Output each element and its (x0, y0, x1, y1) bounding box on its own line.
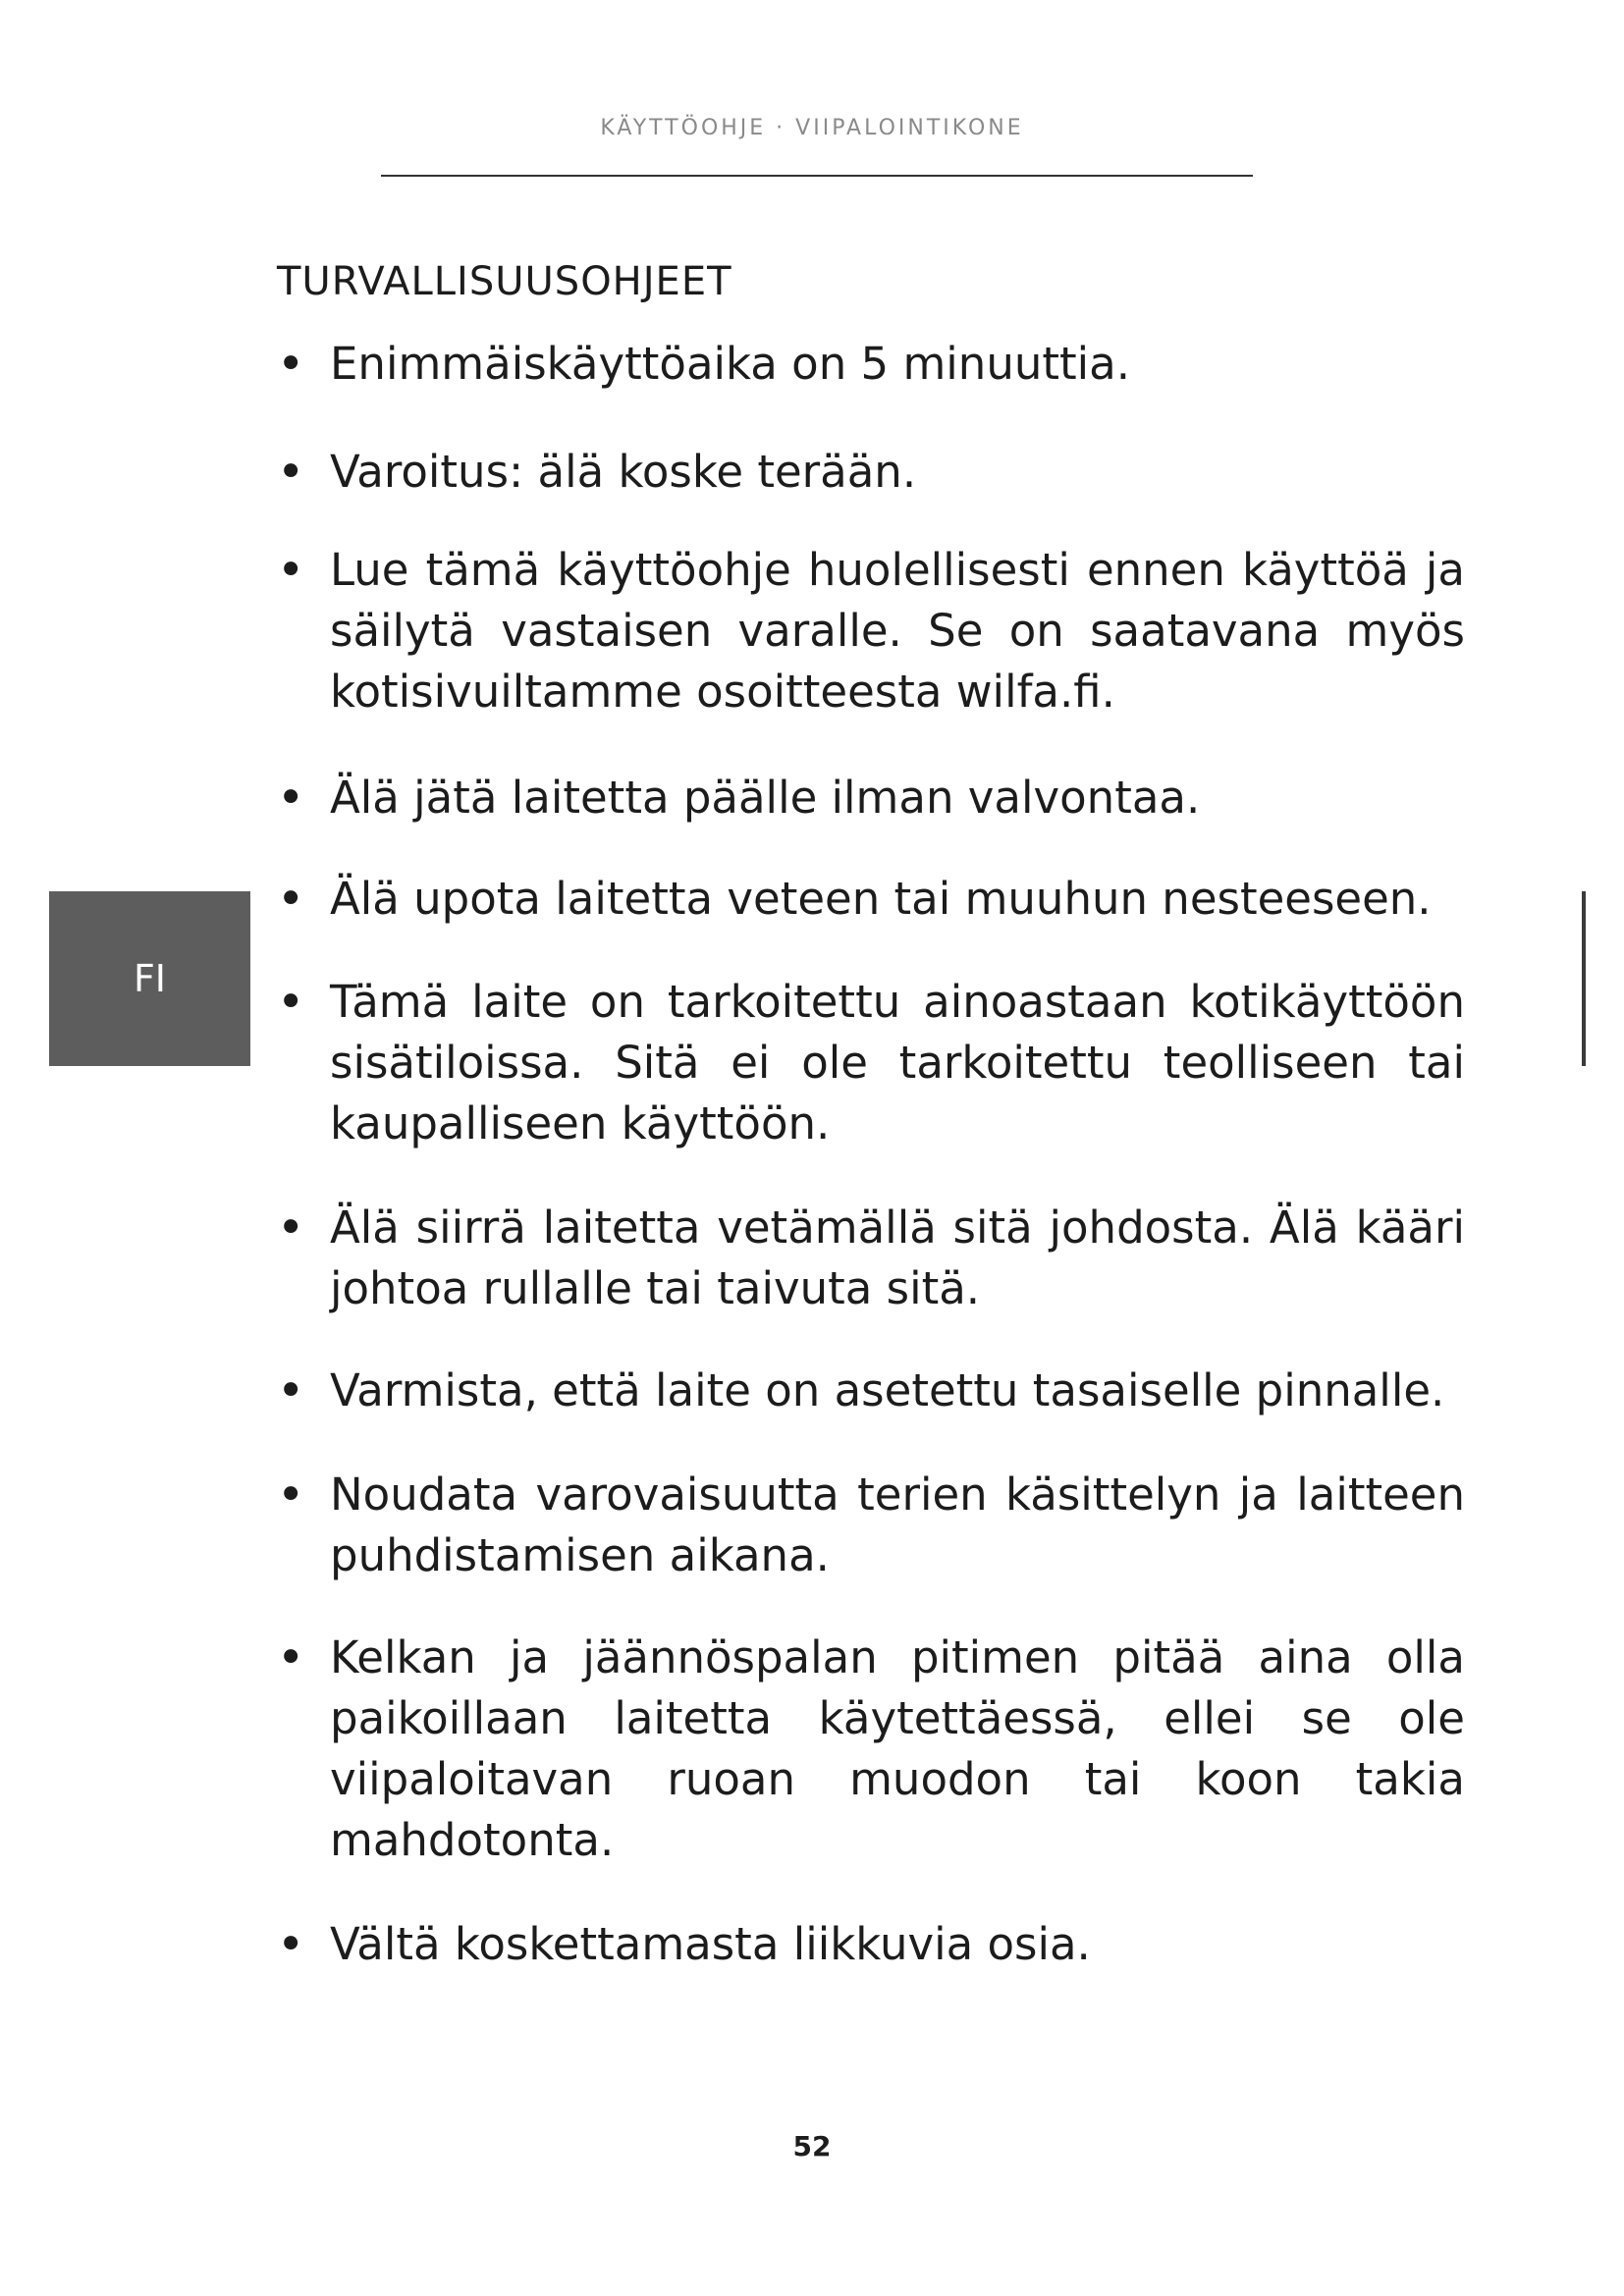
list-item-text: Varoitus: älä koske terään. (330, 446, 917, 498)
list-item-text: Noudata varovaisuutta terien käsittelyn ja laitteen puhdistamisen aikana. (330, 1468, 1465, 1581)
bullet-icon: • (277, 771, 305, 826)
bullet-icon: • (277, 1917, 305, 1972)
page-number: 52 (792, 2130, 832, 2163)
bullet-icon: • (277, 1468, 305, 1522)
bullet-icon: • (277, 1201, 305, 1255)
list-item-text: Älä jätä laitetta päälle ilman valvontaa. (330, 772, 1201, 824)
list-item-text: Vältä koskettamasta liikkuvia osia. (330, 1918, 1091, 1970)
language-tab-label: FI (133, 957, 167, 1000)
list-item-text: Varmista, että laite on asetettu tasaiselle pinnalle. (330, 1364, 1445, 1416)
section-title: TURVALLISUUSOHJEET (277, 259, 732, 304)
bullet-icon: • (277, 543, 305, 598)
list-item-text: Tämä laite on tarkoitettu ainoastaan kotikäyttöön sisätiloissa. Sitä ei ole tarkoitettu teolliseen tai kaupalliseen käyttöön. (330, 976, 1465, 1149)
bullet-icon: • (277, 872, 305, 927)
list-item-text: Älä upota laitetta veteen tai muuhun nesteeseen. (330, 873, 1432, 925)
list-item-text: Kelkan ja jäännöspalan pitimen pitää aina olla paikoillaan laitetta käytettäessä, ellei se ole viipaloitavan ruoan muodon tai koon takia mahdotonta. (330, 1631, 1465, 1866)
bullet-icon: • (277, 975, 305, 1030)
side-marker (1582, 891, 1586, 1066)
running-header: KÄYTTÖOHJE · VIIPALOINTIKONE (600, 116, 1024, 140)
bullet-icon: • (277, 337, 305, 392)
list-item-text: Älä siirrä laitetta vetämällä sitä johdosta. Älä kääri johtoa rullalle tai taivuta sitä. (330, 1201, 1465, 1314)
bullet-icon: • (277, 1630, 305, 1685)
bullet-icon: • (277, 445, 305, 500)
bullet-icon: • (277, 1363, 305, 1418)
list-item-text: Lue tämä käyttöohje huolellisesti ennen käyttöä ja säilytä vastaisen varalle. Se on saatavana myös kotisivuiltamme osoitteesta wilfa.fi. (330, 544, 1465, 718)
language-tab (49, 891, 250, 1066)
list-item-text: Enimmäiskäyttöaika on 5 minuuttia. (330, 338, 1131, 390)
header-divider (381, 175, 1253, 177)
